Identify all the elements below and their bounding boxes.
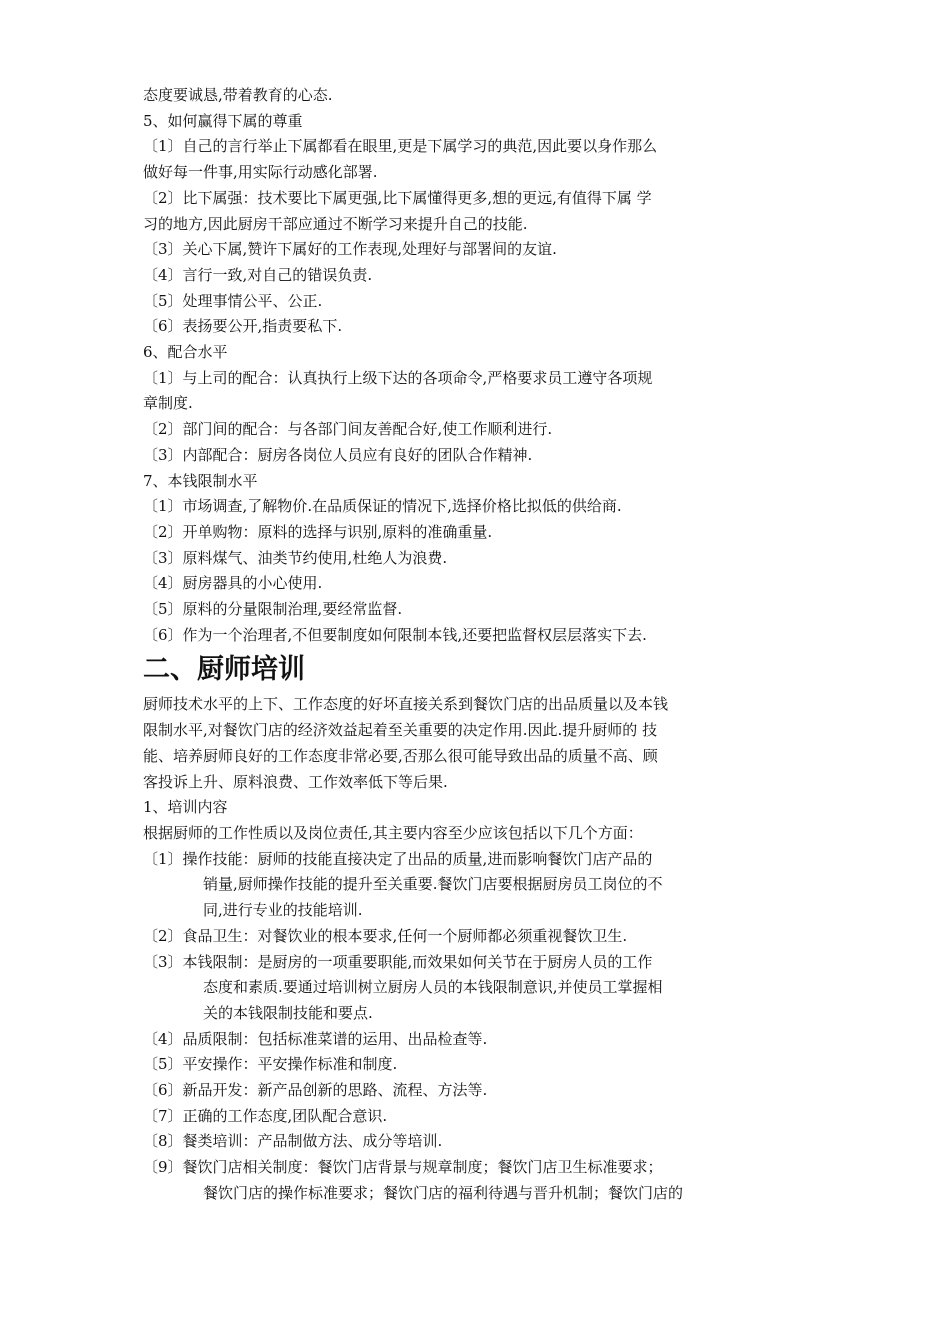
- list-item-2: 〔2〕食品卫生：对餐饮业的根本要求,任何一个厨师都必须重视餐饮卫生.: [143, 926, 628, 945]
- list-item-5-4: 〔4〕言行一致,对自己的错误负责.: [143, 265, 373, 284]
- body-text-bottom: [143, 692, 823, 1206]
- list-item-7-4: 〔4〕厨房器具的小心使用.: [143, 574, 323, 593]
- list-item-6: 〔6〕新品开发：新产品创新的思路、流程、方法等.: [143, 1081, 488, 1100]
- list-item-7-3: 〔3〕原料煤气、油类节约使用,杜绝人为浪费.: [143, 548, 448, 567]
- subheading-6: 6、配合水平: [143, 343, 228, 362]
- list-item-9: 〔9〕餐饮门店相关制度：餐饮门店背景与规章制度；餐饮门店卫生标准要求；: [143, 1158, 663, 1177]
- list-item-7-2: 〔2〕开单购物：原料的选择与识别,原料的准确重量.: [143, 522, 493, 541]
- paragraph-line: 客投诉上升、原料浪费、工作效率低下等后果.: [143, 772, 448, 791]
- subheading-1: 1、培训内容: [143, 798, 228, 817]
- paragraph-line: 厨师技术水平的上下、工作态度的好坏直接关系到餐饮门店的出品质量以及本钱: [143, 695, 669, 714]
- section-title: 二、厨师培训: [143, 654, 305, 686]
- list-item-5-1: 〔1〕自己的言行举止下属都看在眼里,更是下属学习的典范,因此要以身作那么: [143, 137, 658, 156]
- paragraph-line: 能、培养厨师良好的工作态度非常必要,否那么很可能导致出品的质量不高、顾: [143, 746, 658, 765]
- paragraph-line: 限制水平,对餐饮门店的经济效益起着至关重要的决定作用.因此.提升厨师的 技: [143, 721, 658, 740]
- text-line: 做好每一件事,用实际行动感化部署.: [143, 163, 378, 182]
- list-item-7-1: 〔1〕市场调查,了解物价.在品质保证的情况下,选择价格比拟低的供给商.: [143, 497, 622, 516]
- subheading-5: 5、如何赢得下属的尊重: [143, 111, 303, 130]
- list-item-6-2: 〔2〕部门间的配合：与各部门间友善配合好,使工作顺利进行.: [143, 420, 553, 439]
- list-item-continuation: 关的本钱限制技能和要点.: [203, 1003, 373, 1022]
- list-item-7-6: 〔6〕作为一个治理者,不但要制度如何限制本钱,还要把监督权层层落实下去.: [143, 625, 647, 644]
- list-item-3: 〔3〕本钱限制：是厨房的一项重要职能,而效果如何关节在于厨房人员的工作: [143, 952, 653, 971]
- list-item-5: 〔5〕平安操作：平安操作标准和制度.: [143, 1055, 398, 1074]
- list-item-6-1: 〔1〕与上司的配合：认真执行上级下达的各项命令,严格要求员工遵守各项规: [143, 368, 653, 387]
- list-item-5-2: 〔2〕比下属强：技术要比下属更强,比下属懂得更多,想的更远,有值得下属 学: [143, 188, 652, 207]
- document-page: [143, 83, 823, 1207]
- list-item-continuation: 餐饮门店的操作标准要求；餐饮门店的福利待遇与晋升机制；餐饮门店的: [203, 1183, 684, 1202]
- list-item-continuation: 态度和素质.要通过培训树立厨房人员的本钱限制意识,并使员工掌握相: [203, 978, 663, 997]
- list-item-6-3: 〔3〕内部配合：厨房各岗位人员应有良好的团队合作精神.: [143, 445, 533, 464]
- text-line: 习的地方,因此厨房干部应通过不断学习来提升自己的技能.: [143, 214, 528, 233]
- text-line: 章制度.: [143, 394, 193, 413]
- list-item-5-6: 〔6〕表扬要公开,指责要私下.: [143, 317, 343, 336]
- text-line: 态度要诚恳,带着教育的心态.: [143, 86, 333, 104]
- list-item-5-5: 〔5〕处理事情公平、公正.: [143, 291, 323, 310]
- text-line: 根据厨师的工作性质以及岗位责任,其主要内容至少应该包括以下几个方面：: [143, 823, 643, 842]
- list-item-8: 〔8〕餐类培训：产品制做方法、成分等培训.: [143, 1132, 443, 1151]
- body-text-top: [143, 83, 823, 648]
- list-item-7-5: 〔5〕原料的分量限制治理,要经常监督.: [143, 600, 403, 619]
- list-item-5-3: 〔3〕关心下属,赞许下属好的工作表现,处理好与部署间的友谊.: [143, 240, 557, 259]
- list-item-continuation: 同,进行专业的技能培训.: [203, 901, 363, 920]
- list-item-continuation: 销量,厨师操作技能的提升至关重要.餐饮门店要根据厨房员工岗位的不: [203, 875, 663, 894]
- list-item-1: 〔1〕操作技能：厨师的技能直接决定了出品的质量,进而影响餐饮门店产品的: [143, 849, 653, 868]
- subheading-7: 7、本钱限制水平: [143, 471, 258, 490]
- list-item-4: 〔4〕品质限制：包括标准菜谱的运用、出品检查等.: [143, 1029, 488, 1048]
- list-item-7: 〔7〕正确的工作态度,团队配合意识.: [143, 1106, 388, 1125]
